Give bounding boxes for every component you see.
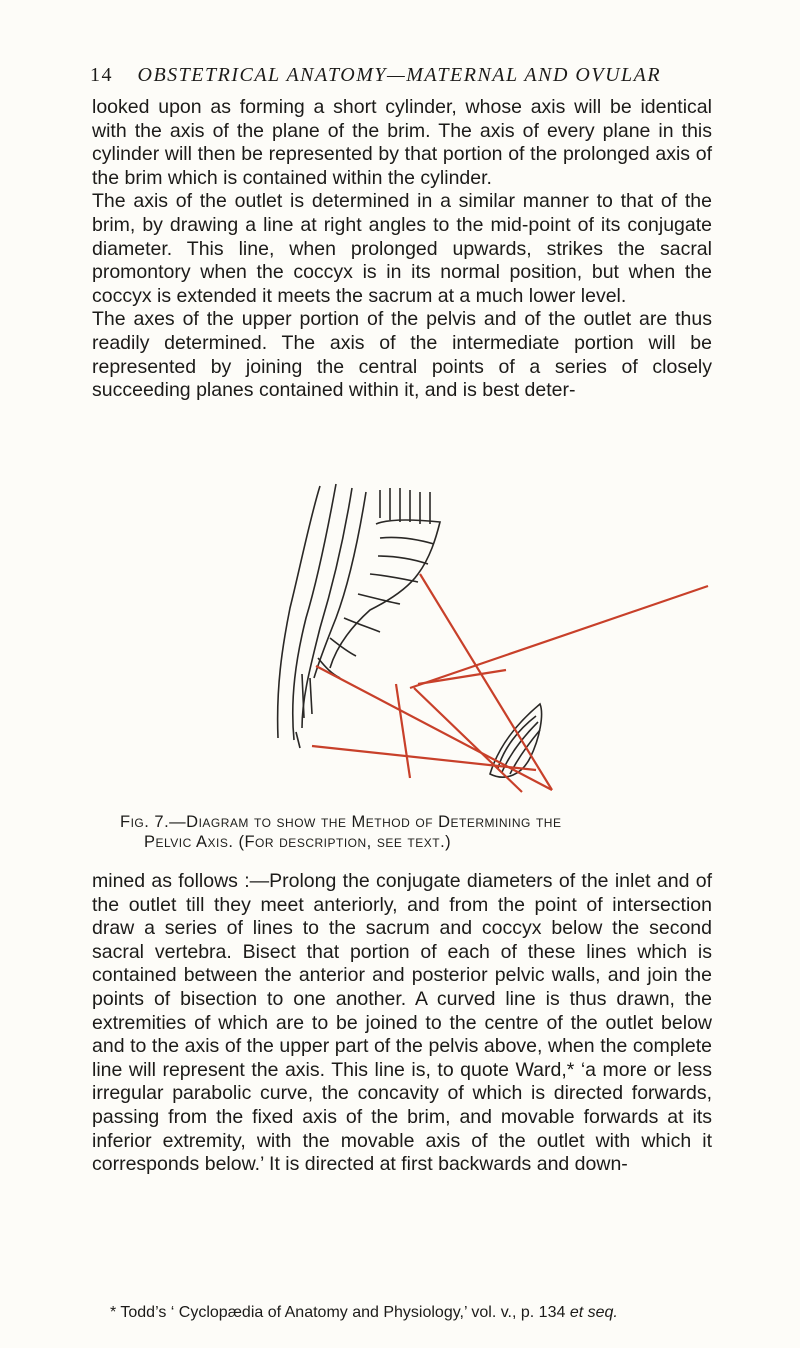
- paragraph: mined as follows :—Prolong the conjugate diameters of the inlet and of the outlet till they meet anteriorly, and from the point of intersection draw a series of lines to the sacrum and coccyx below the second sacral vertebra. Bisect that portion of each of these lines which is contained between the anterior and posterior pelvic walls, and join the points of bisection to one another. A curved line is thus drawn, the extremities of which are to be joined to the centre of the outlet below and to the axis of the upper part of the pelvis above, when the complete line will represent the axis. This line is, to quote Ward,* ‘a more or less irregular parabolic curve, the concavity of which is directed forwards, passing from the fixed axis of the brim, and movable forwards at its inferior extremity, with the movable axis of the outlet with which it corresponds below.’ It is directed at first backwards and down-: [92, 870, 712, 1176]
- paragraph: looked upon as forming a short cylinder, whose axis will be identical with the axis of the plane of the brim. The axis of every plane in this cylinder will then be represented by that portion of the prolonged axis of the brim which is contained within the cylinder.: [92, 96, 712, 189]
- page-number: 14: [90, 64, 113, 86]
- paragraph: The axes of the upper portion of the pelvis and of the outlet are thus readily determined. The axis of the intermediate portion will be represented by joining the central points of a series of closely succeeding planes contained within it, and is best deter-: [92, 308, 712, 402]
- caption-line-2: Pelvic Axis. (For description, see text.): [144, 833, 452, 851]
- body-text-top: [92, 96, 712, 403]
- footnote-text: * Todd’s ‘ Cyclopædia of Anatomy and Physiology,’ vol. v., p. 134: [110, 1304, 566, 1321]
- axis-line-1: [396, 684, 410, 778]
- paragraph: The axis of the outlet is determined in a similar manner to that of the brim, by drawing a line at right angles to the mid-point of its conjugate diameter. This line, when prolonged upwards, strikes the sacral promontory when the coccyx is in its normal position, but when the coccyx is extended it meets the sacrum at a much lower level.: [92, 190, 712, 307]
- body-text-bottom: [92, 870, 712, 1177]
- axis-line-4: [418, 670, 506, 684]
- construction-lines: [312, 574, 708, 792]
- running-header: [90, 64, 730, 87]
- pelvic-axis-diagram: [240, 478, 720, 798]
- axis-line-2: [410, 586, 708, 688]
- running-title: OBSTETRICAL ANATOMY—MATERNAL AND OVULAR: [137, 64, 662, 86]
- caption-line-1: Fig. 7.—Diagram to show the Method of Determining the: [120, 813, 562, 831]
- figure-caption: [120, 812, 720, 852]
- footnote-italic: et seq.: [569, 1304, 618, 1321]
- footnote: [110, 1304, 730, 1322]
- sacrum-illustration: [278, 484, 440, 748]
